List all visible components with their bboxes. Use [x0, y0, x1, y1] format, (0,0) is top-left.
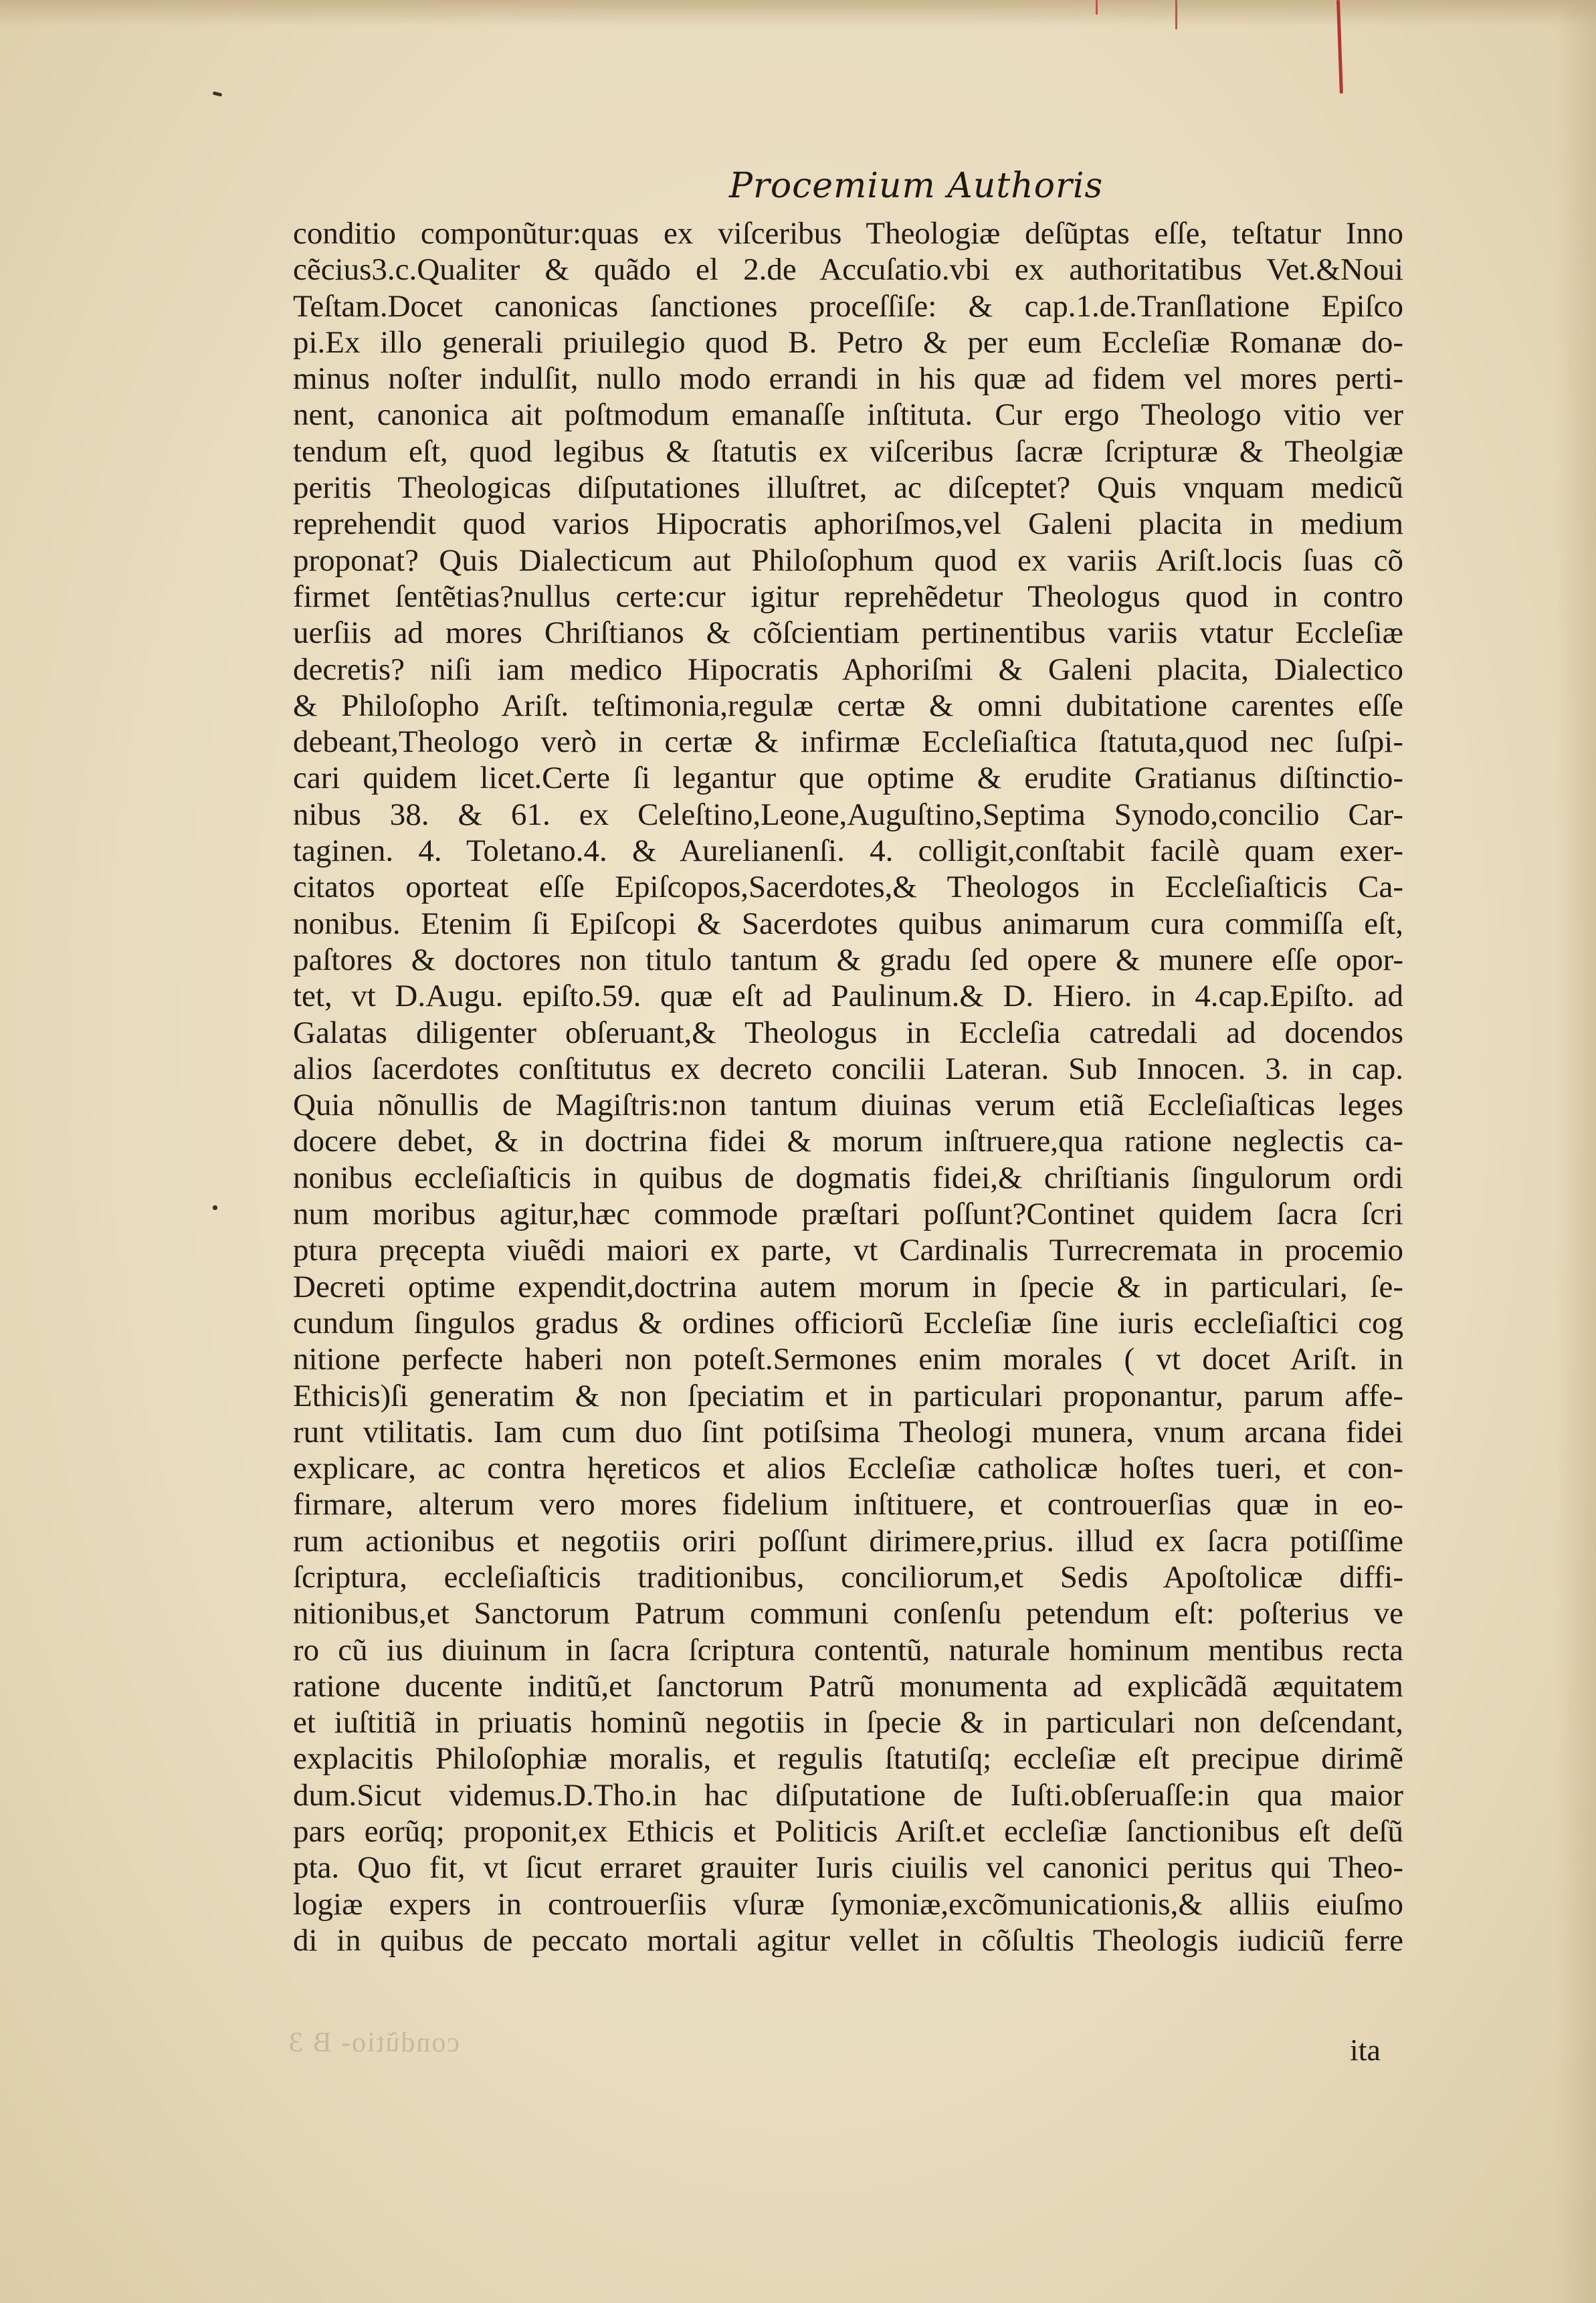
red-thread	[1175, 0, 1177, 29]
ink-blot	[213, 91, 223, 96]
text-line: ſcriptura, eccleſiaſticis traditionibus, conciliorum,et Sedis Apoſtolicæ diffi-	[293, 1559, 1403, 1595]
text-line: Teſtam.Docet canonicas ſanctiones proceſſiſe: & cap.1.de.Tranſlatione Epiſco	[293, 288, 1403, 324]
page-edge-stain	[0, 0, 1596, 27]
text-line: dum.Sicut videmus.D.Tho.in hac diſputatione de Iuſti.obſeruaſſe:in qua maior	[293, 1777, 1403, 1813]
text-line: rum actionibus et negotiis oriri poſſunt dirimere,prius. illud ex ſacra potiſſime	[293, 1523, 1403, 1559]
text-line: peritis Theologicas diſputationes illuſtret, ac diſceptet? Quis vnquam medicũ	[293, 470, 1403, 506]
text-line: nent, canonica ait poſtmodum emanaſſe inſtituta. Cur ergo Theologo vitio ver	[293, 397, 1403, 433]
text-line: tet, vt D.Augu. epiſto.59. quæ eſt ad Paulinum.& D. Hiero. in 4.cap.Epiſto. ad	[293, 979, 1403, 1014]
text-line: Ethicis)ſi generatim & non ſpeciatim et in particulari proponantur, parum affe-	[293, 1378, 1403, 1413]
text-line: cundum ſingulos gradus & ordines officiorũ Eccleſiæ ſine iuris eccleſiaſtici cog	[293, 1305, 1403, 1340]
text-line: firmet ſentẽtias?nullus certe:cur igitur reprehẽdetur Theologus quod in contro	[293, 579, 1403, 614]
text-line: minus noſter indulſit, nullo modo errandi in his quæ ad fidem vel mores perti-	[293, 361, 1403, 397]
text-line: firmare, alterum vero mores fidelium inſtituere, et controuerſias quæ in eo-	[293, 1487, 1403, 1522]
text-line: runt vtilitatis. Iam cum duo ſint potiſsima Theologi munera, vnum arcana fidei	[293, 1414, 1403, 1449]
text-line: uerſiis ad mores Chriſtianos & cõſcientiam pertinentibus variis vtatur Eccleſiæ	[293, 615, 1403, 651]
text-line: Galatas diligenter obſeruant,& Theologus in Eccleſia catredali ad docendos	[293, 1015, 1403, 1050]
text-line: et iuſtitiã in priuatis hominũ negotiis in ſpecie & in particulari non deſcendant,	[293, 1705, 1403, 1740]
bleed-through-text: condũtio- B 3	[288, 2027, 460, 2058]
text-line: paſtores & doctores non titulo tantum & gradu ſed opere & munere eſſe opor-	[293, 942, 1403, 977]
text-line: explicare, ac contra hęreticos et alios Eccleſiæ catholicæ hoſtes tueri, et con-	[293, 1451, 1403, 1486]
text-line: cẽcius3.c.Qualiter & quãdo el 2.de Accuſatio.vbi ex authoritatibus Vet.&Noui	[293, 252, 1403, 288]
text-line: ro cũ ius diuinum in ſacra ſcriptura contentũ, naturale hominum mentibus recta	[293, 1632, 1403, 1668]
text-line: ratione ducente inditũ,et ſanctorum Patrũ monumenta ad explicãdã æquitatem	[293, 1668, 1403, 1704]
text-line: tendum eſt, quod legibus & ſtatutis ex viſceribus ſacræ ſcripturæ & Theolgiæ	[293, 433, 1403, 469]
text-line: nitionibus,et Sanctorum Patrum communi conſenſu petendum eſt: poſterius ve	[293, 1596, 1403, 1631]
text-line: nonibus eccleſiaſticis in quibus de dogmatis fidei,& chriſtianis ſingulorum ordi	[293, 1160, 1403, 1195]
text-line: citatos oporteat eſſe Epiſcopos,Sacerdotes,& Theologos in Eccleſiaſticis Ca-	[293, 870, 1403, 905]
text-line: explacitis Philoſophiæ moralis, et regulis ſtatutiſq; eccleſiæ eſt precipue dirimẽ	[293, 1741, 1403, 1777]
text-line: nonibus. Etenim ſi Epiſcopi & Sacerdotes quibus animarum cura commiſſa eſt,	[293, 906, 1403, 941]
ink-blot	[213, 1205, 217, 1210]
text-line: conditio componũtur:quas ex viſceribus Theologiæ deſũptas eſſe, teſtatur Inno	[293, 216, 1403, 251]
text-line: logiæ expers in controuerſiis vſuræ ſymoniæ,excõmunicationis,& alliis eiuſmo	[293, 1886, 1403, 1922]
text-line: Quia nõnullis de Magiſtris:non tantum diuinas verum etiã Eccleſiaſticas leges	[293, 1088, 1403, 1123]
page-gutter-shadow	[1556, 0, 1596, 2303]
text-line: pta. Quo fit, vt ſicut erraret grauiter Iuris ciuilis vel canonici peritus qui Theo-	[293, 1850, 1403, 1886]
red-thread	[1096, 0, 1098, 15]
text-line: decretis? niſi iam medico Hipocratis Aphoriſmi & Galeni placita, Dialectico	[293, 652, 1403, 687]
text-line: num moribus agitur,hæc commode præſtari poſſunt?Continet quidem ſacra ſcri	[293, 1197, 1403, 1232]
text-line: docere debet, & in doctrina fidei & morum inſtruere,qua ratione neglectis ca-	[293, 1124, 1403, 1159]
text-line: & Philoſopho Ariſt. teſtimonia,regulæ certæ & omni dubitatione carentes eſſe	[293, 688, 1403, 723]
text-line: Decreti optime expendit,doctrina autem morum in ſpecie & in particulari, ſe-	[293, 1269, 1403, 1304]
text-line: nibus 38. & 61. ex Celeſtino,Leone,Auguſtino,Septima Synodo,concilio Car-	[293, 797, 1403, 832]
text-line: nitione perfecte haberi non poteſt.Sermones enim morales ( vt docet Ariſt. in	[293, 1342, 1403, 1377]
text-line: pi.Ex illo generali priuilegio quod B. Petro & per eum Eccleſiæ Romanæ do-	[293, 324, 1403, 360]
catchword: ita	[1350, 2033, 1381, 2067]
text-line: alios ſacerdotes conſtitutus ex decreto concilii Lateran. Sub Innocen. 3. in cap.	[293, 1051, 1403, 1086]
text-line: taginen. 4. Toletano.4. & Aurelianenſi. 4. colligit,conſtabit facilè quam exer-	[293, 833, 1403, 869]
text-line: reprehendit quod varios Hipocratis aphoriſmos,vel Galeni placita in medium	[293, 506, 1403, 542]
text-line: pars eorũq; proponit,ex Ethicis et Politicis Ariſt.et eccleſiæ ſanctionibus eſt deſũ	[293, 1814, 1403, 1849]
text-line: ptura pręcepta viuẽdi maiori ex parte, vt Cardinalis Turrecremata in procemio	[293, 1233, 1403, 1268]
text-line: debeant,Theologo verò in certæ & infirmæ Eccleſiaſtica ſtatuta,quod nec ſuſpi-	[293, 724, 1403, 760]
text-line: proponat? Quis Dialecticum aut Philoſophum quod ex variis Ariſt.locis ſuas cõ	[293, 542, 1403, 578]
text-line: cari quidem licet.Certe ſi legantur que optime & erudite Gratianus diſtinctio-	[293, 761, 1403, 796]
body-text	[293, 215, 1403, 1959]
running-head: Procemium Authoris	[729, 166, 1104, 206]
text-line: di in quibus de peccato mortali agitur vellet in cõſultis Theologis iudiciũ ferre	[293, 1922, 1403, 1958]
